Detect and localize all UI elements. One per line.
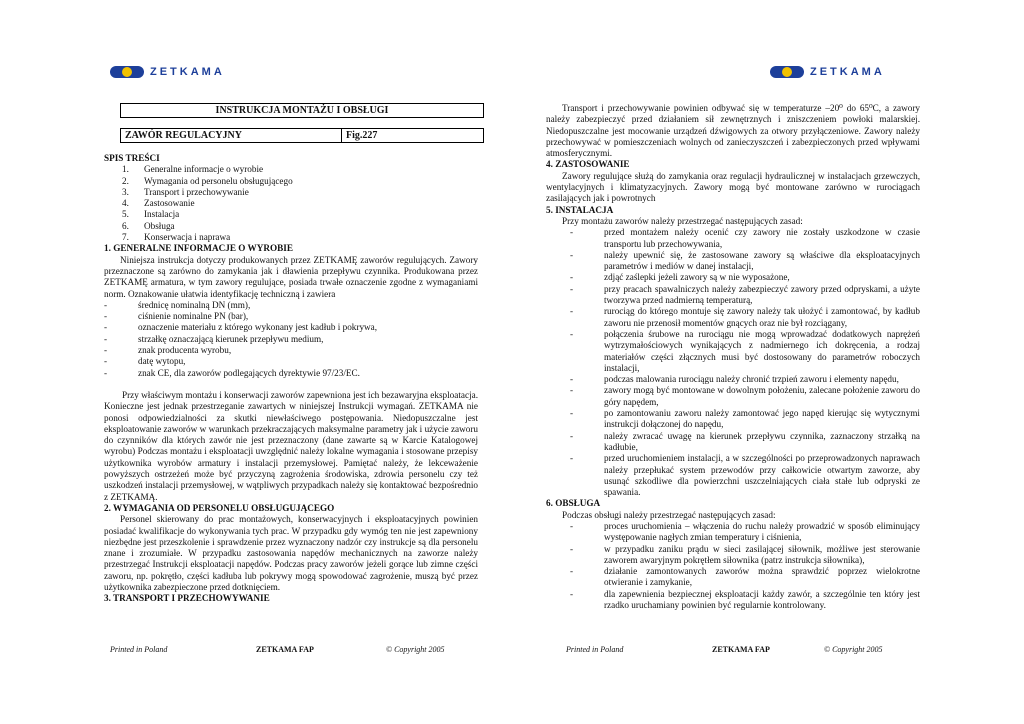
section-3-heading: 3. TRANSPORT I PRZECHOWYWANIE	[104, 593, 270, 604]
list-item: - należy upewnić się, że zastosowane zawory są właściwe dla eksploatacyjnych parametrów i mediów w danej instalacji,	[570, 249, 920, 272]
installation-list	[546, 227, 920, 498]
list-item: - działanie zamontowanych zaworów można sprawdzić poprzez wielokrotne otwieranie i zamykanie,	[570, 566, 920, 588]
toc-item: 5. Instalacja	[122, 209, 180, 220]
toc-item: 7. Konserwacja i naprawa	[122, 232, 231, 243]
operation-list	[546, 521, 920, 611]
list-item: - przed montażem należy ocenić czy zawory nie zostały uszkodzone w czasie transportu lub przechowywania,	[570, 227, 920, 249]
footer-copyright: © Copyright 2005	[386, 645, 445, 654]
section-2-text: Personel skierowany do prac montażowych, konserwacyjnych i eksploatacyjnych powinien posiadać kwalifikacje do wykonywania tych prac. W przypadku gdy wymóg ten nie jest zapewniony niezbędne jest przeszkolenie i sprawdzenie przez wyznaczony nadzór czy instrukcje są dla personelu znane i zrozumiałe. W przypadku zastosowania napędów mechanicznych na zaworze należy przestrzegać Instrukcji eksploatacji napędów. Podczas pracy zaworów jeżeli gorące lub zimne części zaworu, np. pokrętło, części kadłuba lub pokrywy mogą spowodować zagrożenie, muszą być przez użytkownika zabezpieczone przed dotknięciem.	[104, 514, 478, 592]
marking-list	[104, 300, 478, 379]
product-name: ZAWÓR REGULACYJNY	[121, 129, 342, 142]
list-item: - znak CE, dla zaworów podlegających dyrektywie 97/23/EC.	[104, 367, 360, 378]
right-column	[546, 103, 920, 611]
toc-item: 2. Wymagania od personelu obsługującego	[122, 175, 293, 186]
section-1-intro: Niniejsza instrukcja dotyczy produkowanych przez ZETKAMĘ zaworów regulujących. Zawory przeznaczone są zarówno do zamykania jak i dławienia przepływu czynnika. Produkowana przez ZETKAMĘ armatura, w tym zawory regulujące, posiada trwałe oznaczenie zgodne z wymaganiami norm. Oznakowanie ułatwia identyfikację techniczną i zawiera	[104, 254, 478, 299]
list-item: - strzałkę oznaczającą kierunek przepływu medium,	[104, 333, 324, 344]
section-2-heading: 2. WYMAGANIA OD PERSONELU OBSŁUGUJĄCEGO	[104, 502, 335, 513]
footer-copyright: © Copyright 2005	[824, 645, 883, 654]
section-3-text: Transport i przechowywanie powinien odbywać się w temperaturze –20⁰ do 65⁰C, a zawory należy zabezpieczyć przed działaniem sił zewnętrznych i zniszczeniem powłoki malarskiej. Niedopuszczalne jest mocowanie urządzeń dźwigowych za otwory przyłączeniowe. Zawory należy przechowywać w pomieszczeniach wolnych od zanieczyszczeń i zabezpieczonych przed wpływami atmosferycznymi.	[546, 103, 920, 159]
toc-item: 1. Generalne informacje o wyrobie	[122, 164, 264, 175]
list-item: - ciśnienie nominalne PN (bar),	[104, 311, 249, 322]
toc-item: 3. Transport i przechowywanie	[122, 186, 249, 197]
zetkama-logo-mark-icon	[110, 66, 144, 78]
left-column	[104, 153, 478, 605]
section-4-text: Zawory regulujące służą do zamykania oraz regulacji hydraulicznej w instalacjach grzewczych, wentylacyjnych i klimatyzacyjnych. Zawory mogą być montowane zarówno w rurociągach zasilających jak i powrotnych	[546, 170, 920, 204]
footer-company: ZETKAMA FAP	[712, 645, 770, 654]
section-4-heading: 4. ZASTOSOWANIE	[546, 159, 630, 170]
list-item: - dla zapewnienia bezpiecznej eksploatacji każdy zawór, a szczególnie ten który jest rzadko uruchamiany powinien być regularnie kontrolowany.	[570, 588, 920, 611]
zetkama-logo	[770, 66, 885, 78]
list-item: - połączenia śrubowe na rurociągu nie mogą wprowadzać dodatkowych naprężeń wytrzymałościowych wynikających z nadmiernego ich dokręcenia, a rodzaj materiałów części złącznych musi być dostosowany do parametrów roboczych instalacji,	[570, 328, 920, 373]
toc-list	[104, 164, 478, 243]
list-item: - proces uruchomienia – włączenia do ruchu należy prowadzić w sposób eliminujący występowanie nagłych zmian temperatury i ciśnienia,	[570, 520, 920, 543]
figure-number: Fig.227	[346, 130, 378, 141]
list-item: - w przypadku zaniku prądu w sieci zasilającej siłownik, możliwe jest sterowanie zaworem awaryjnym pokrętłem siłownika (patrz instrukcja siłownika),	[570, 543, 920, 565]
logo-text: ZETKAMA	[150, 66, 225, 78]
list-item: - średnicę nominalną DN (mm),	[104, 299, 251, 310]
document-title: INSTRUKCJA MONTAŻU I OBSŁUGI	[120, 103, 484, 118]
toc-item: 4. Zastosowanie	[122, 198, 195, 209]
zetkama-logo	[110, 66, 225, 78]
list-item: - oznaczenie materiału z którego wykonany jest kadłub i pokrywa,	[104, 322, 378, 333]
list-item: - przed uruchomieniem instalacji, a w szczególności po przeprowadzonych naprawach należy przepłukać system przewodów przy całkowicie otwartym zaworze, aby usunąć szkodliwe dla powierzchni uszczelniających ciała stałe lub odpryski ze spawania.	[570, 453, 920, 498]
toc-item: 6. Obsługa	[122, 220, 175, 231]
list-item: - znak producenta wyrobu,	[104, 345, 232, 356]
product-row	[120, 128, 484, 143]
list-item: - należy zwracać uwagę na kierunek przepływu czynnika, zaznaczony strzałką na kadłubie,	[570, 430, 920, 452]
list-item: - po zamontowaniu zaworu należy zamontować jego napęd kierując się wytycznymi instrukcji dołączonej do napędu,	[570, 408, 920, 430]
footer-printed: Printed in Poland	[110, 645, 168, 654]
section-1-warning: Przy właściwym montażu i konserwacji zaworów zapewniona jest ich bezawaryjna eksploatacja. Konieczne jest jednak przestrzeganie zawartych w niniejszej Instrukcji wymagań. ZETKAMA nie ponosi odpowiedzialności za skutki niewłaściwego postępowania. Niedopuszczalne jest eksploatowanie zaworów w warunkach przekraczających maksymalne parametry jak i użycie zaworu do czynników dla których zawór nie jest przeznaczony (dane zawarte są w Karcie Katalogowej wyrobu) Podczas montażu i eksploatacji uwzględnić należy lokalne wymagania i stosowane przepisy użytkownika wyrobów armatury i instalacji przemysłowej. Pamiętać należy, że lekceważenie powyższych ostrzeżeń może być przyczyną zagrożenia środowiska, zdrowia personelu czy też uszkodzeń instalacji przemysłowej, w wątpliwych przypadkach należy się kontaktować bezpośrednio z ZETKAMĄ.	[104, 389, 478, 502]
list-item: - zawory mogą być montowane w dowolnym położeniu, zalecane położenie zaworu do góry napędem,	[570, 385, 920, 407]
zetkama-logo-mark-icon	[770, 66, 804, 78]
list-item: - rurociąg do którego montuje się zawory należy tak ułożyć i zamontować, by kadłub zaworu nie przenosił momentów gnących oraz nie był rozciągany,	[570, 306, 920, 328]
section-1-heading: 1. GENERALNE INFORMACJE O WYROBIE	[104, 243, 293, 254]
section-5-heading: 5. INSTALACJA	[546, 204, 614, 215]
footer-company: ZETKAMA FAP	[256, 645, 314, 654]
right-page	[512, 0, 1024, 724]
list-item: - zdjąć zaślepki jeżeli zawory są w nie wyposażone,	[570, 272, 790, 283]
footer-printed: Printed in Poland	[566, 645, 624, 654]
toc-heading: SPIS TREŚCI	[104, 153, 160, 163]
section-5-intro: Przy montażu zaworów należy przestrzegać następujących zasad:	[562, 215, 803, 226]
list-item: - datę wytopu,	[104, 356, 186, 367]
list-item: - przy pracach spawalniczych należy zabezpieczyć zawory przed odpryskami, a użyte tworzywa przed nadmierną temperaturą,	[570, 283, 920, 306]
section-6-heading: 6. OBSŁUGA	[546, 498, 601, 509]
list-item: - podczas malowania rurociągu należy chronić trzpień zaworu i elementy napędu,	[570, 374, 899, 385]
logo-text: ZETKAMA	[810, 66, 885, 78]
section-6-intro: Podczas obsługi należy przestrzegać następujących zasad:	[562, 509, 776, 520]
